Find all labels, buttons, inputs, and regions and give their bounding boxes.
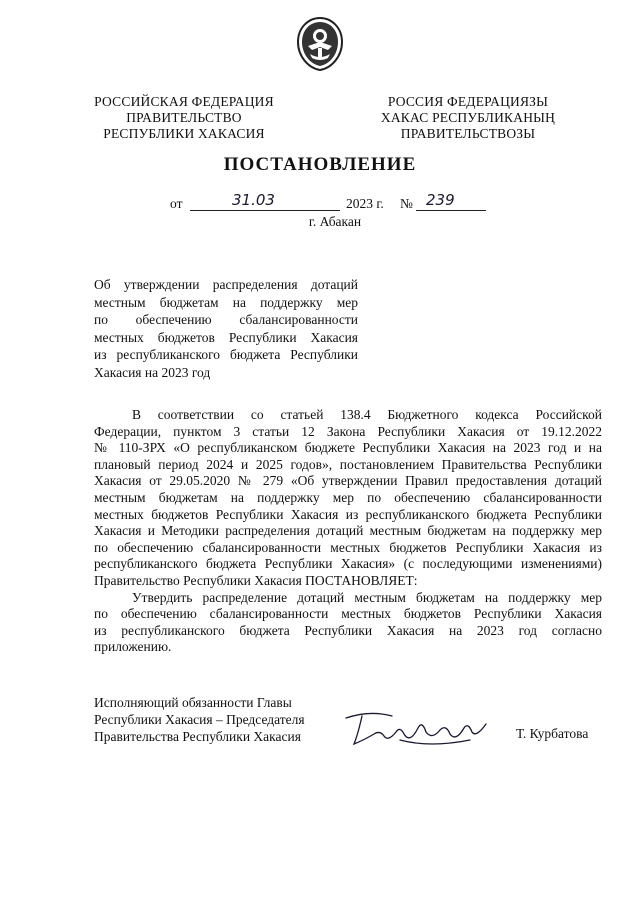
city-label: г. Абакан [308,214,362,229]
header-left-line: РЕСПУБЛИКИ ХАКАСИЯ [103,126,265,141]
subject-line: местных бюджетов Республики Хакасия [94,329,358,345]
body-line: В соответствии со статьей 138.4 Бюджетного кодекса Российской [132,407,602,422]
signatory-line: Исполняющий обязанности Главы [94,695,292,710]
subject-line: по обеспечению сбалансированности [94,312,358,328]
header-right-line: ПРАВИТЕЛЬСТВОЗЫ [400,126,536,141]
header-right-line: РОССИЯ ФЕДЕРАЦИЯЗЫ [387,94,549,109]
body-line: № 110-ЗРХ «О республиканском бюджете Республики Хакасия на 2023 год и на [94,440,602,456]
date-number-line [168,192,498,214]
body-line: республиканского бюджета Республики Хакасия» (с последующими изменениями) [94,556,602,572]
signatory-name: Т. Курбатова [516,726,589,741]
handwritten-number: 239 [426,191,455,209]
subject-line: Об утверждении распределения дотаций [94,277,358,292]
subject-line: Хакасия на 2023 год [94,364,211,380]
document-title: ПОСТАНОВЛЕНИЕ [223,154,417,175]
signatory-line: Правительства Республики Хакасия [94,729,301,744]
signatory-title [94,694,334,745]
body-line: Хакасия от 29.05.2020 № 279 «Об утверждении Правил предоставления дотаций [94,473,602,489]
subject-line: из республиканского бюджета Республики [94,347,358,363]
subject-line: местным бюджетам на поддержку мер [94,294,358,310]
body-line: Правительство Республики Хакасия ПОСТАНОВЛЯЕТ: [94,572,418,588]
body-line: Хакасия и Методики распределения дотаций местным бюджетам на поддержку мер [94,523,602,539]
body-line: приложению. [94,639,172,655]
body-line: по обеспечению сбалансированности местных бюджетов Республики Хакасия [94,606,602,622]
header-right-block [372,94,564,142]
date-prefix: от [170,196,183,211]
number-prefix: № [400,196,413,211]
body-line: Федерации, пунктом 3 статьи 12 Закона Республики Хакасия от 19.12.2022 [94,423,602,439]
body-line: плановый период 2024 и 2025 годов», постановлением Правительства Республики [94,456,602,472]
header-left-block [88,94,280,142]
body-line: местным бюджетам на поддержку мер по обеспечению сбалансированности [94,489,602,505]
header-left-line: РОССИЙСКАЯ ФЕДЕРАЦИЯ [94,94,274,109]
body-line: Утвердить распределение дотаций местным бюджетам на поддержку мер [132,589,602,605]
handwritten-signature [340,704,500,754]
number-underline [416,210,486,211]
year-label: 2023 г. [346,196,384,211]
subject-block [94,276,358,382]
signatory-line: Республики Хакасия – Председателя [94,712,305,727]
header-right-line: ХАКАС РЕСПУБЛИКАНЫҢ [380,110,556,125]
body-line: из республиканского бюджета Республики Хакасия на 2023 год согласно [94,622,602,638]
coat-of-arms-emblem [294,16,346,72]
body-line: по обеспечению сбалансированности местных бюджетов Республики Хакасия из [94,539,602,555]
handwritten-date: 31.03 [232,191,275,209]
header-left-line: ПРАВИТЕЛЬСТВО [126,110,242,125]
body-text [94,407,602,656]
body-line: местных бюджетов Республики Хакасия из республиканского бюджета Республики [94,506,602,522]
date-underline [190,210,340,211]
